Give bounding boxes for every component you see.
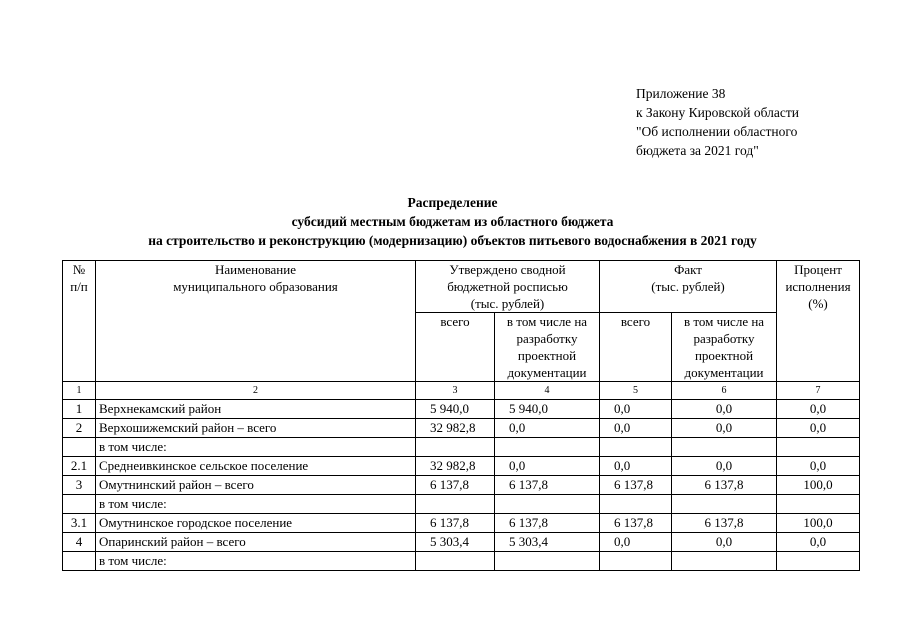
table-row [63,400,860,419]
cell-num [63,495,96,514]
cell-approved-total: 32 982,8 [416,457,495,476]
cell-percent: 0,0 [777,533,860,552]
table-row [63,533,860,552]
cell-name: в том числе: [96,552,416,571]
appendix-line: Приложение 38 [636,86,726,101]
cell-approved-incl: 0,0 [495,419,600,438]
cell-fact-total: 0,0 [600,400,672,419]
cell-approved-total: 6 137,8 [416,514,495,533]
header-text: документации [684,365,764,380]
cell-percent: 100,0 [777,476,860,495]
header-text: исполнения [785,279,851,294]
table-row [63,438,860,457]
header-text: Процент [794,262,842,277]
cell-percent: 0,0 [777,457,860,476]
header-text: (тыс. рублей) [651,279,725,294]
header-fact-total [600,313,672,382]
cell-num: 3 [63,476,96,495]
header-text: Наименование [215,262,296,277]
cell-name: в том числе: [96,438,416,457]
cell-approved-incl: 6 137,8 [495,476,600,495]
cell-name: Среднеивкинское сельское поселение [96,457,416,476]
cell-approved-incl: 0,0 [495,457,600,476]
header-text: проектной [517,348,577,363]
title-line: субсидий местным бюджетам из областного бюджета [291,214,614,229]
cell-fact-incl: 6 137,8 [672,476,777,495]
column-number: 6 [672,382,777,400]
header-text: разработку [693,331,755,346]
title-line: на строительство и реконструкцию (модернизацию) объектов питьевого водоснабжения в 2021 году [148,233,757,248]
cell-fact-total [600,495,672,514]
appendix-line: "Об исполнении областного [636,124,798,139]
cell-fact-incl: 6 137,8 [672,514,777,533]
table-row [63,457,860,476]
cell-name: Омутнинское городское поселение [96,514,416,533]
cell-name: Омутнинский район – всего [96,476,416,495]
header-text: всего [440,314,470,329]
header-text: проектной [694,348,754,363]
header-text: бюджетной росписью [447,279,568,294]
header-text: документации [507,365,587,380]
cell-fact-total: 0,0 [600,457,672,476]
cell-num: 2 [63,419,96,438]
cell-fact-incl: 0,0 [672,419,777,438]
table-row [63,514,860,533]
cell-approved-total: 6 137,8 [416,476,495,495]
cell-fact-incl [672,438,777,457]
column-number-row [63,382,860,400]
cell-approved-incl: 6 137,8 [495,514,600,533]
table-row [63,476,860,495]
header-text: (%) [808,296,828,311]
cell-approved-total: 32 982,8 [416,419,495,438]
table-row [63,419,860,438]
cell-fact-total [600,438,672,457]
header-percent [777,261,860,382]
header-text: в том числе на [683,314,765,329]
header-text: разработку [516,331,578,346]
appendix-line: к Закону Кировской области [636,105,800,120]
cell-approved-incl: 5 940,0 [495,400,600,419]
document-title [0,193,905,250]
cell-num: 3.1 [63,514,96,533]
header-fact [600,261,777,313]
cell-name: в том числе: [96,495,416,514]
header-text: Факт [674,262,702,277]
header-fact-incl [672,313,777,382]
header-text: (тыс. рублей) [470,296,545,311]
cell-num [63,552,96,571]
cell-fact-total: 6 137,8 [600,476,672,495]
column-number: 4 [495,382,600,400]
header-text: № [72,262,86,277]
column-number: 5 [600,382,672,400]
cell-num: 1 [63,400,96,419]
cell-fact-incl [672,495,777,514]
cell-percent [777,552,860,571]
cell-percent [777,438,860,457]
cell-fact-incl [672,552,777,571]
cell-fact-total: 0,0 [600,533,672,552]
header-approved-incl [495,313,600,382]
header-row [63,261,860,313]
cell-num: 2.1 [63,457,96,476]
cell-fact-incl: 0,0 [672,533,777,552]
cell-num: 4 [63,533,96,552]
column-number: 2 [96,382,416,400]
header-text: п/п [70,279,88,294]
header-approved-total [416,313,495,382]
cell-name: Верхошижемский район – всего [96,419,416,438]
table-row [63,552,860,571]
cell-percent: 0,0 [777,419,860,438]
appendix-line: бюджета за 2021 год" [636,143,759,158]
header-name [96,261,416,382]
cell-fact-incl: 0,0 [672,457,777,476]
cell-name: Верхнекамский район [96,400,416,419]
header-num [63,261,96,382]
column-number: 1 [63,382,96,400]
header-approved [416,261,600,313]
cell-approved-total: 5 940,0 [416,400,495,419]
table-row [63,495,860,514]
cell-approved-incl [495,552,600,571]
cell-approved-total [416,438,495,457]
cell-percent: 0,0 [777,400,860,419]
cell-approved-incl: 5 303,4 [495,533,600,552]
header-text: в том числе на [506,314,588,329]
title-line: Распределение [407,195,498,210]
header-text: всего [620,314,651,329]
header-text: муниципального образования [173,279,338,294]
cell-approved-incl [495,495,600,514]
cell-num [63,438,96,457]
header-text: Утверждено сводной [449,262,566,277]
cell-fact-total: 6 137,8 [600,514,672,533]
cell-percent: 100,0 [777,514,860,533]
subsidy-table [62,260,860,571]
cell-percent [777,495,860,514]
cell-fact-total [600,552,672,571]
cell-fact-incl: 0,0 [672,400,777,419]
cell-approved-incl [495,438,600,457]
appendix-block [636,84,799,160]
cell-fact-total: 0,0 [600,419,672,438]
cell-approved-total [416,495,495,514]
column-number: 7 [777,382,860,400]
cell-name: Опаринский район – всего [96,533,416,552]
cell-approved-total: 5 303,4 [416,533,495,552]
column-number: 3 [416,382,495,400]
cell-approved-total [416,552,495,571]
